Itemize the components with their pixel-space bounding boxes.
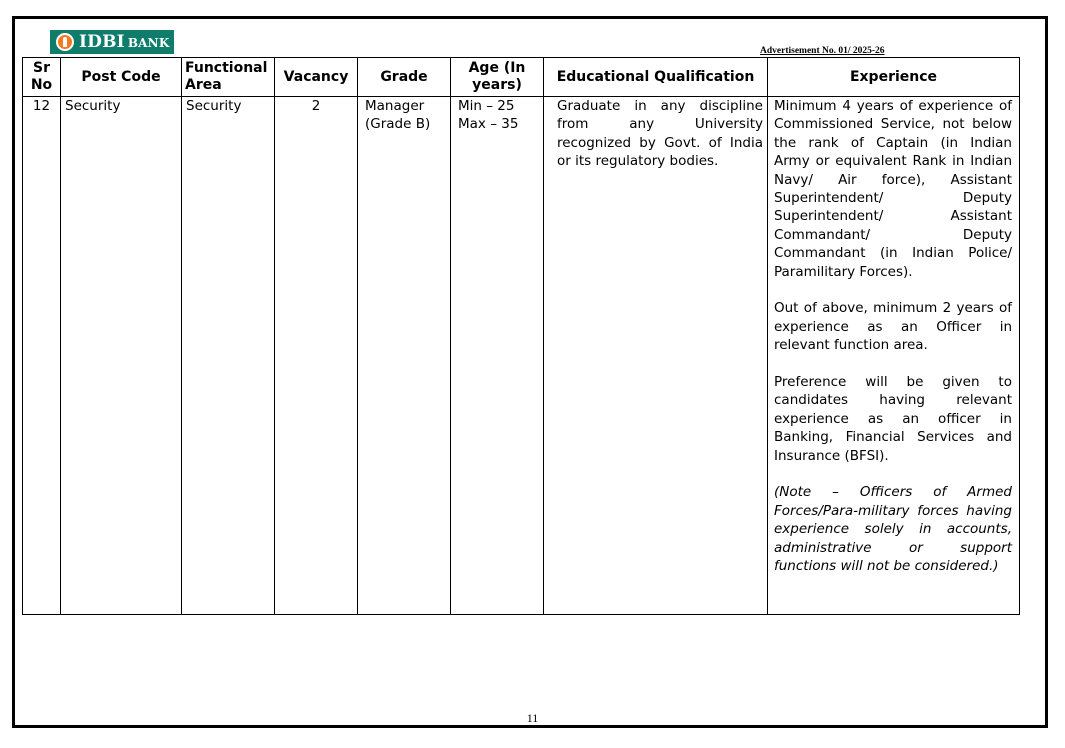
idbi-bank-logo [50, 30, 174, 54]
vacancy-table [22, 57, 1020, 615]
cell-functional-area: Security [182, 97, 275, 615]
header-grade: Grade [358, 58, 451, 97]
header-vacancy: Vacancy [275, 58, 358, 97]
header-age: Age (In years) [451, 58, 544, 97]
cell-experience [768, 97, 1020, 615]
header-education: Educational Qualification [544, 58, 768, 97]
age-max: Max – 35 [458, 116, 519, 133]
experience-paragraph: Minimum 4 years of experience of Commissioned Service, not below the rank of Captain (in Indian Army or equivalent Rank in Indian Navy/ Air force), Assistant Superintendent/ Deputy Superintendent/ Assistant Commandant/ Deputy Commandant (in Indian Police/ Paramilitary Forces). [774, 98, 1012, 280]
cell-vacancy: 2 [275, 97, 358, 615]
header-experience: Experience [768, 58, 1020, 97]
header-sr-no: Sr No [23, 58, 61, 97]
page-number: 11 [526, 711, 539, 725]
logo-sub-text: BANK [127, 36, 170, 50]
table-header-row [23, 58, 1020, 97]
cell-post-code: Security [61, 97, 182, 615]
header-functional-area: Functional Area [182, 58, 275, 97]
cell-education: Graduate in any discipline from any University recognized by Govt. of India or its regulatory bodies. [544, 97, 768, 615]
experience-paragraph: Out of above, minimum 2 years of experience as an Officer in relevant function area. [774, 300, 1012, 354]
age-min: Min – 25 [458, 98, 515, 114]
idbi-emblem-icon [56, 33, 74, 51]
header-post-code: Post Code [61, 58, 182, 97]
table-row [23, 97, 1020, 615]
logo-main-text: IDBI [79, 32, 125, 52]
experience-paragraph: Preference will be given to candidates having relevant experience as an officer in Banking, Financial Services and Insurance (BFSI). [774, 374, 1012, 464]
cell-grade: Manager (Grade B) [358, 97, 451, 615]
logo-text [79, 32, 169, 52]
cell-age [451, 97, 544, 615]
advertisement-number: Advertisement No. 01/ 2025-26 [760, 46, 885, 56]
cell-sr-no: 12 [23, 97, 61, 615]
experience-note: (Note – Officers of Armed Forces/Para-military forces having experience solely in accounts, administrative or support functions will not be considered.) [774, 484, 1012, 575]
